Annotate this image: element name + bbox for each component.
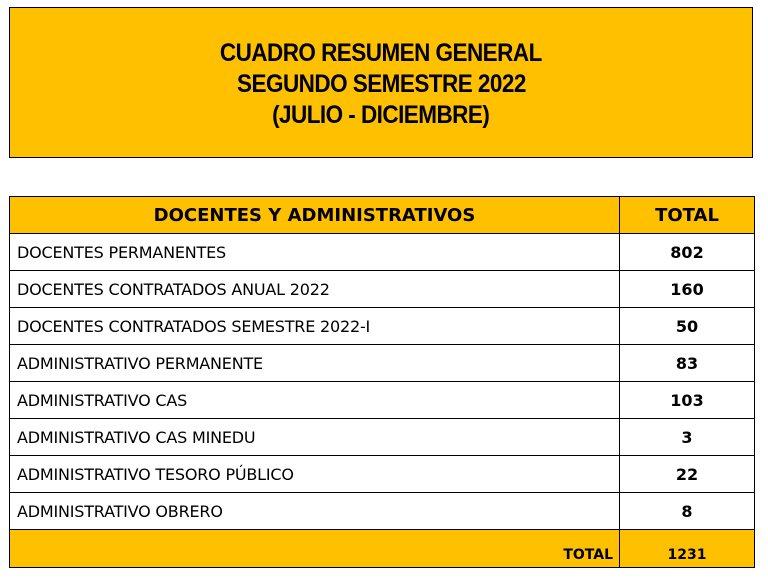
table-total-row: [10, 530, 755, 568]
title-line-2: SEGUNDO SEMESTRE 2022: [236, 70, 526, 98]
title-banner: [9, 7, 753, 158]
table-row: [10, 234, 755, 271]
row-value: 22: [620, 456, 755, 493]
row-value: 8: [620, 493, 755, 530]
row-value: 83: [620, 345, 755, 382]
row-value: 103: [620, 382, 755, 419]
title-line-3: (JULIO - DICIEMBRE): [272, 101, 490, 129]
table-row: [10, 271, 755, 308]
table-row: [10, 493, 755, 530]
row-value: 802: [620, 234, 755, 271]
column-header-staff: DOCENTES Y ADMINISTRATIVOS: [10, 197, 620, 234]
row-label: ADMINISTRATIVO TESORO PÚBLICO: [10, 456, 620, 493]
table-row: [10, 382, 755, 419]
row-label: DOCENTES CONTRATADOS SEMESTRE 2022-I: [10, 308, 620, 345]
column-header-total: TOTAL: [620, 197, 755, 234]
row-value: 50: [620, 308, 755, 345]
row-label: ADMINISTRATIVO CAS: [10, 382, 620, 419]
table-header-row: [10, 197, 755, 234]
table-row: [10, 345, 755, 382]
title-line-1: CUADRO RESUMEN GENERAL: [220, 39, 542, 67]
row-value: 3: [620, 419, 755, 456]
row-label: ADMINISTRATIVO PERMANENTE: [10, 345, 620, 382]
row-label: ADMINISTRATIVO CAS MINEDU: [10, 419, 620, 456]
row-label: DOCENTES PERMANENTES: [10, 234, 620, 271]
summary-table: [9, 196, 755, 568]
total-label: TOTAL: [10, 530, 620, 568]
table-row: [10, 419, 755, 456]
row-label: DOCENTES CONTRATADOS ANUAL 2022: [10, 271, 620, 308]
total-value: 1231: [620, 530, 755, 568]
table-row: [10, 456, 755, 493]
row-label: ADMINISTRATIVO OBRERO: [10, 493, 620, 530]
row-value: 160: [620, 271, 755, 308]
table-row: [10, 308, 755, 345]
